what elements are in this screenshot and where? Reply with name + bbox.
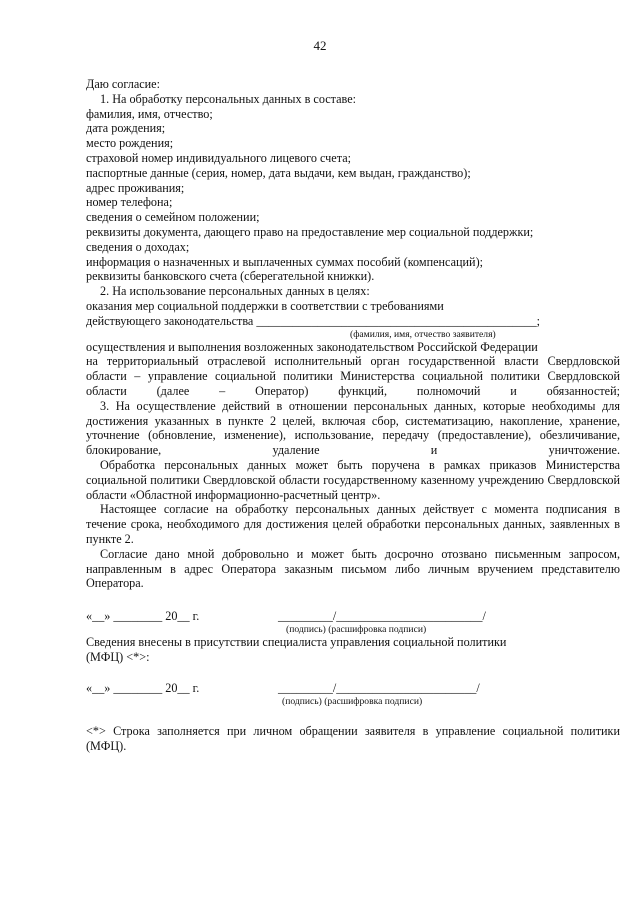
list-item: информация о назначенных и выплаченных суммах пособий (компенсаций); [86,254,484,269]
list-item: страховой номер индивидуального лицевого счета; [86,150,351,165]
section-2-line-3: осуществления и выполнения возложенных законодательством Российской Федерации [86,339,538,354]
withdrawal-paragraph: Согласие дано мной добровольно и может быть досрочно отозвано письменным запросом, направленным в адрес Оператора заказным письмом либо личным вручением представителю Оператора. [86,546,620,591]
list-item: реквизиты банковского счета (сберегательной книжки). [86,269,375,284]
list-item: номер телефона; [86,195,173,210]
signature-block-specialist [86,681,620,707]
date-field: «__» ________ 20__ г. [86,609,200,624]
signature-caption: (подпись) (расшифровка подписи) [286,623,427,635]
list-item: реквизиты документа, дающего право на предоставление мер социальной поддержки; [86,224,534,239]
footnote: <*> Строка заполняется при личном обращении заявителя в управление социальной политики (МФЦ). [86,724,620,754]
mfc-statement: Сведения внесены в присутствии специалиста управления социальной политики (МФЦ) <*>: [86,634,507,664]
validity-paragraph: Настоящее согласие на обработку персональных данных действует с момента подписания в течение срока, необходимого для достижения целей обработки персональных данных, заявленных в пункте 2. [86,502,620,546]
section-2-line-4: на территориальный отраслевой исполнительный орган государственной власти Свердловской области – управление социальной политики Министерства социальной политики Свердловской области (далее – Оператор) функций, полномочий и обязанностей; [86,354,620,398]
applicant-name-field: действующего законодательства ______________________________________________; [86,313,541,328]
section-2-line-1: оказания мер социальной поддержки в соответствии с требованиями [86,298,444,313]
signature-block-applicant [86,609,620,635]
signature-field: _________/_______________________/ [278,681,480,696]
section-1-heading: 1. На обработку персональных данных в составе: [100,91,357,106]
list-item: сведения о семейном положении; [86,210,260,225]
list-item: адрес проживания; [86,180,185,195]
list-item: фамилия, имя, отчество; [86,106,213,121]
list-item: сведения о доходах; [86,239,190,254]
page-number: 42 [313,38,327,53]
list-item: паспортные данные (серия, номер, дата выдачи, кем выдан, гражданство); [86,165,471,180]
applicant-name-caption: (фамилия, имя, отчество заявителя) [350,328,496,340]
processing-paragraph: Обработка персональных данных может быть поручена в рамках приказов Министерства социальной политики Свердловской области государственному казенному учреждению Свердловской области «Областной информационно-расчетный центр». [86,457,620,502]
intro-line: Даю согласие: [86,77,160,91]
list-item: дата рождения; [86,121,166,136]
signature-field: _________/________________________/ [278,609,486,624]
personal-data-list [86,107,620,285]
section-2-heading: 2. На использование персональных данных в целях: [100,284,370,299]
date-field: «__» ________ 20__ г. [86,681,200,696]
list-item: место рождения; [86,136,174,151]
section-3-paragraph: 3. На осуществление действий в отношении персональных данных, которые необходимы для достижения указанных в пункте 2 целей, включая сбор, систематизацию, накопление, хранение, уточнение (обновление, изменение), использование, передачу (предоставление), обезличивание, блокирование, удаление и уничтожение. [86,398,620,458]
signature-caption: (подпись) (расшифровка подписи) [282,696,423,708]
consent-document [86,77,620,754]
